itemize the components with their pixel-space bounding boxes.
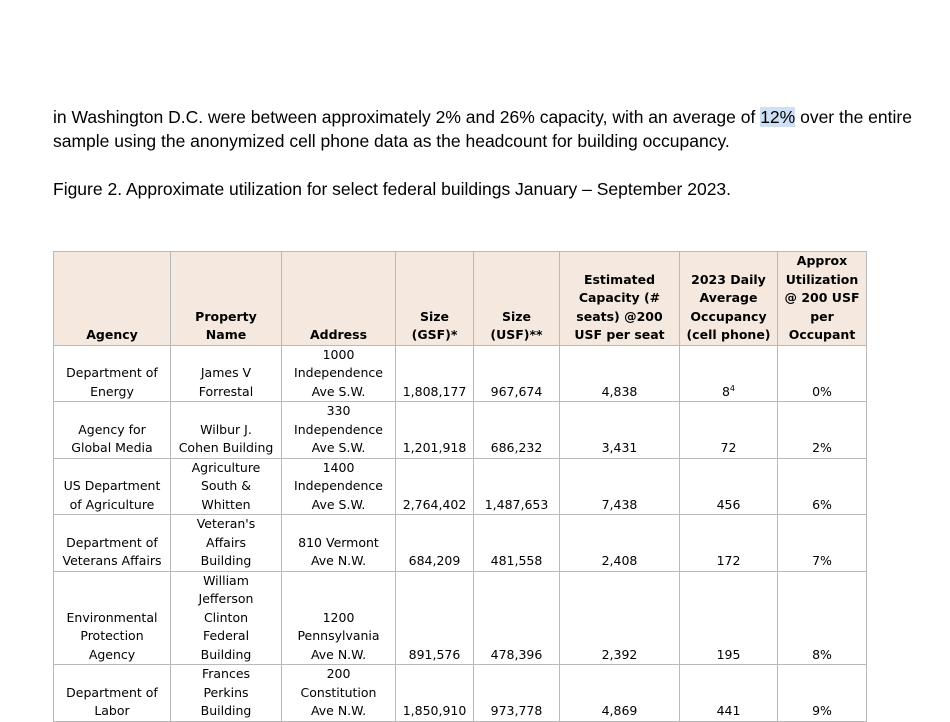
- cell-size-gsf: 1,808,177: [396, 345, 474, 402]
- cell-size-usf: 973,778: [474, 665, 560, 722]
- cell-agency-line: Energy: [90, 383, 134, 399]
- header-agency: Agency: [54, 252, 171, 346]
- cell-address-line: 330: [326, 403, 351, 418]
- cell-property-name-line: James V: [200, 365, 252, 380]
- cell-agency: [54, 665, 171, 722]
- table-row: [54, 571, 867, 665]
- cell-address: [282, 515, 396, 572]
- cell-property-name-line: Federal: [202, 628, 250, 643]
- cell-address: [282, 571, 396, 665]
- header-address: Address: [282, 252, 396, 346]
- cell-estimated-capacity: 4,838: [560, 345, 680, 402]
- cell-size-gsf: 1,201,918: [396, 402, 474, 459]
- cell-property-name-line: Perkins: [203, 684, 249, 700]
- cell-agency-line: Department of: [66, 534, 158, 550]
- cell-daily-occupancy: [680, 458, 778, 515]
- cell-property-name-line: Building: [200, 553, 252, 568]
- occupancy-value: 172: [716, 553, 741, 568]
- cell-agency-line: Environmental: [66, 609, 158, 625]
- cell-property-name: [171, 515, 282, 572]
- cell-size-gsf: 1,850,910: [396, 665, 474, 722]
- cell-estimated-capacity: 3,431: [560, 402, 680, 459]
- cell-address-line: Independence: [294, 478, 383, 493]
- cell-address-line: Independence: [294, 421, 383, 437]
- header-estimated-capacity: Estimated Capacity (# seats) @200 USF per seat: [560, 252, 680, 346]
- cell-size-usf: 478,396: [474, 571, 560, 665]
- utilization-table: [53, 251, 867, 722]
- cell-agency: [54, 515, 171, 572]
- cell-size-usf: 686,232: [474, 402, 560, 459]
- cell-property-name: [171, 571, 282, 665]
- paragraph-text-before: in Washington D.C. were between approximately 2% and 26% capacity, with an average of: [53, 107, 761, 127]
- cell-property-name-line: Forrestal: [198, 383, 254, 399]
- cell-address-line: 1400: [322, 459, 355, 475]
- cell-daily-occupancy: [680, 515, 778, 572]
- cell-estimated-capacity: 2,408: [560, 515, 680, 572]
- occupancy-value: 441: [716, 703, 741, 718]
- cell-estimated-capacity: 2,392: [560, 571, 680, 665]
- cell-size-gsf: 684,209: [396, 515, 474, 572]
- cell-size-gsf: 891,576: [396, 571, 474, 665]
- cell-agency: [54, 402, 171, 459]
- cell-property-name: [171, 345, 282, 402]
- occupancy-value: 72: [720, 440, 737, 455]
- cell-address-line: 1200: [322, 609, 355, 625]
- cell-property-name-line: Veteran's: [196, 516, 256, 531]
- header-size-gsf: Size (GSF)*: [396, 252, 474, 346]
- cell-agency-line: Veterans Affairs: [62, 553, 162, 568]
- cell-agency: [54, 458, 171, 515]
- cell-agency-line: Labor: [94, 703, 130, 718]
- header-property-name: Property Name: [171, 252, 282, 346]
- body-paragraph: [53, 105, 913, 153]
- cell-agency-line: Agency for: [78, 421, 146, 437]
- cell-agency-line: of Agriculture: [69, 496, 155, 512]
- cell-agency-line: Agency: [88, 646, 136, 662]
- footnote-marker: 4: [729, 383, 736, 393]
- cell-utilization: 8%: [778, 571, 867, 665]
- cell-property-name: [171, 458, 282, 515]
- cell-utilization: 6%: [778, 458, 867, 515]
- cell-property-name-line: Cohen Building: [178, 440, 274, 455]
- cell-address: [282, 665, 396, 722]
- cell-agency-line: Global Media: [71, 440, 153, 455]
- header-size-usf: Size (USF)**: [474, 252, 560, 346]
- cell-property-name-line: Agriculture: [191, 459, 261, 475]
- cell-size-usf: 967,674: [474, 345, 560, 402]
- occupancy-value: 195: [716, 646, 741, 662]
- cell-utilization: 7%: [778, 515, 867, 572]
- table-row: [54, 458, 867, 515]
- cell-address: [282, 458, 396, 515]
- table-row: [54, 345, 867, 402]
- cell-utilization: 9%: [778, 665, 867, 722]
- cell-size-usf: 481,558: [474, 515, 560, 572]
- cell-agency-line: Department of: [66, 365, 158, 380]
- cell-address-line: Ave N.W.: [310, 646, 367, 662]
- cell-agency-line: US Department: [63, 478, 161, 493]
- cell-agency-line: Protection: [80, 628, 144, 643]
- cell-utilization: 2%: [778, 402, 867, 459]
- cell-property-name-line: South &: [200, 478, 252, 493]
- cell-property-name-line: Jefferson: [198, 591, 254, 606]
- figure-caption: Figure 2. Approximate utilization for select federal buildings January – September 2023.: [53, 179, 732, 199]
- cell-daily-occupancy: [680, 571, 778, 665]
- cell-property-name-line: Wilbur J.: [200, 421, 252, 437]
- cell-address-line: Ave S.W.: [311, 496, 366, 512]
- cell-size-gsf: 2,764,402: [396, 458, 474, 515]
- cell-property-name: [171, 402, 282, 459]
- paragraph-text-after: over the entire sample using the anonymized cell phone data as the headcount for building occupancy.: [53, 107, 912, 151]
- cell-property-name-line: Clinton: [203, 609, 249, 625]
- occupancy-value: 456: [716, 496, 741, 512]
- cell-daily-occupancy: [680, 665, 778, 722]
- cell-property-name-line: Building: [200, 646, 252, 662]
- cell-daily-occupancy: [680, 345, 778, 402]
- cell-property-name-line: Affairs: [206, 534, 246, 550]
- cell-property-name-line: Frances: [201, 666, 251, 681]
- cell-estimated-capacity: 7,438: [560, 458, 680, 515]
- header-utilization: Approx Utilization @ 200 USF per Occupant: [778, 252, 867, 346]
- cell-property-name-line: Whitten: [201, 496, 251, 512]
- cell-utilization: 0%: [778, 345, 867, 402]
- table-row: [54, 515, 867, 572]
- cell-agency: [54, 571, 171, 665]
- cell-property-name: [171, 665, 282, 722]
- cell-property-name-line: Building: [200, 703, 252, 718]
- cell-address-line: 200: [326, 666, 351, 681]
- cell-address-line: Ave S.W.: [311, 440, 366, 455]
- table-header-row: [54, 252, 867, 346]
- cell-estimated-capacity: 4,869: [560, 665, 680, 722]
- table-body: [54, 345, 867, 721]
- occupancy-value: 8: [721, 383, 730, 399]
- table-row: [54, 665, 867, 722]
- cell-address-line: Constitution: [300, 684, 377, 700]
- cell-address-line: Ave N.W.: [310, 703, 367, 718]
- cell-address-line: 810 Vermont: [298, 534, 379, 550]
- cell-address-line: Independence: [294, 365, 383, 380]
- highlighted-selection: 12%: [760, 107, 796, 127]
- cell-address-line: Ave S.W.: [311, 383, 366, 399]
- cell-daily-occupancy: [680, 402, 778, 459]
- cell-agency-line: Department of: [66, 684, 158, 700]
- cell-address-line: Ave N.W.: [310, 553, 367, 568]
- cell-address-line: 1000: [322, 346, 355, 362]
- cell-property-name-line: William: [203, 572, 249, 588]
- header-daily-occupancy: 2023 Daily Average Occupancy (cell phone): [680, 252, 778, 346]
- table-row: [54, 402, 867, 459]
- cell-address: [282, 345, 396, 402]
- cell-address: [282, 402, 396, 459]
- cell-address-line: Pennsylvania: [297, 628, 380, 643]
- cell-agency: [54, 345, 171, 402]
- cell-size-usf: 1,487,653: [474, 458, 560, 515]
